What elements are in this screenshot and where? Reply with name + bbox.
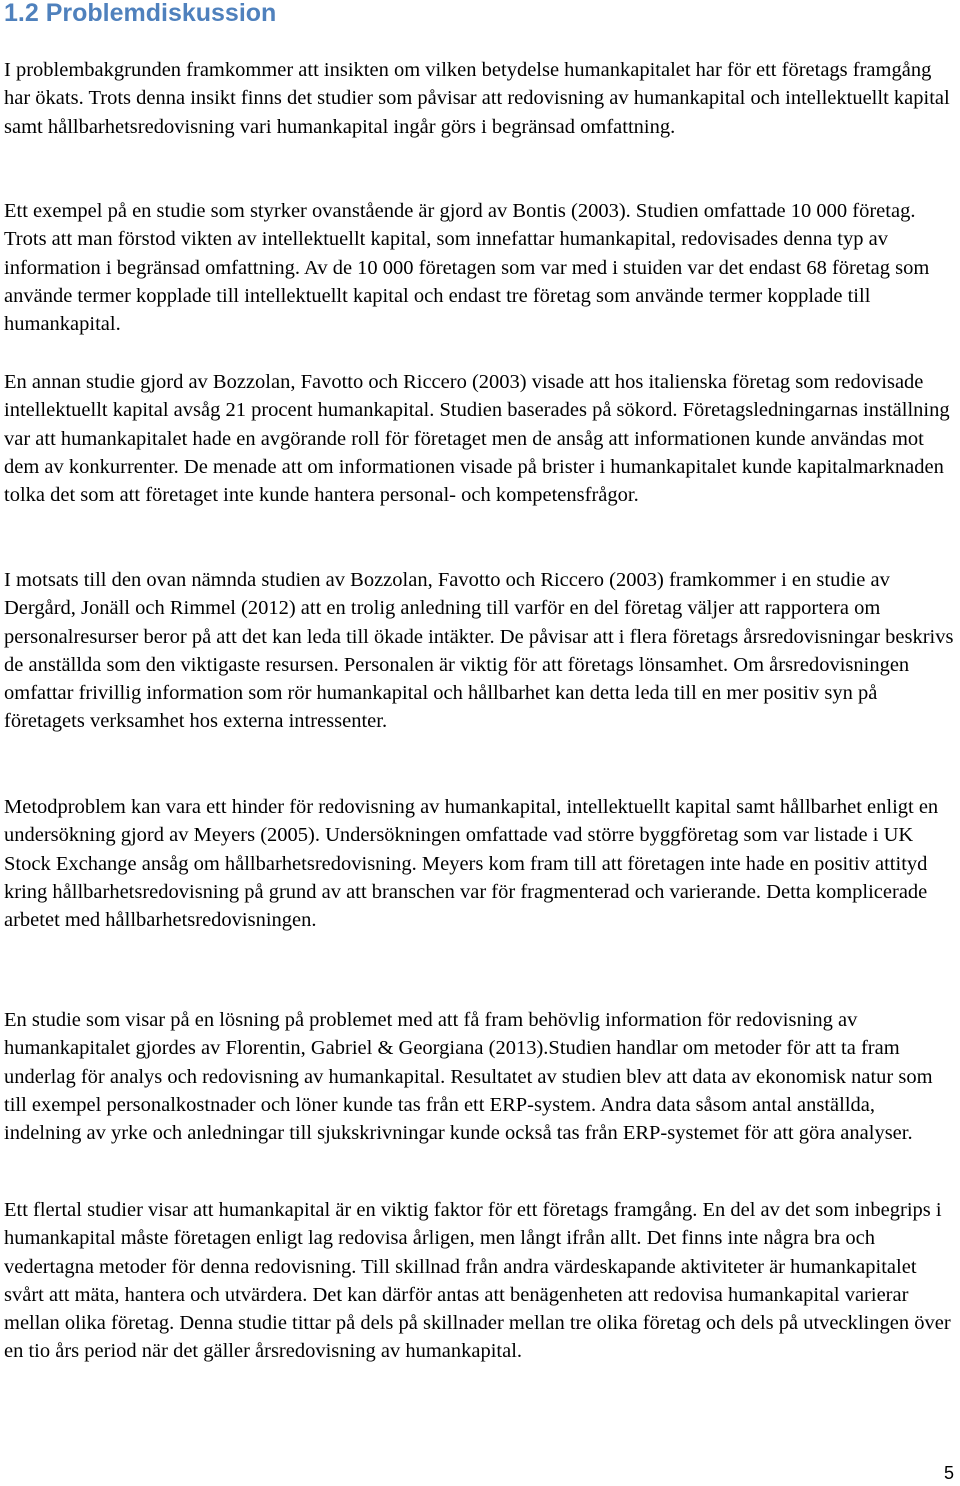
page-number: 5 [943, 1463, 954, 1483]
paragraph-bontis-study: Ett exempel på en studie som styrker ovanstående är gjord av Bontis (2003). Studien omfattade 10 000 företag. Trots att man förstod vikten av intellektuellt kapital, som innefattar humankapital, redovisades denna typ av information i begränsad omfattning. Av de 10 000 företagen som var med i stuiden var det endast 68 företag som använde termer kopplade till intellektuellt kapital och endast tre företag som använde termer kopplade till humankapital. [4, 200, 930, 336]
paragraph-problem-background: I problembakgrunden framkommer att insikten om vilken betydelse humankapitalet har för ett företags framgång har ökats. Trots denna insikt finns det studier som påvisar att redovisning av humankapital och intellektuellt kapital samt hållbarhetsredovisning vari humankapital ingår görs i begränsad omfattning. [4, 59, 950, 138]
paragraph-conclusion: Ett flertal studier visar att humankapital är en viktig faktor för ett företags framgång. En del av det som inbegrips i humankapital måste företagen enligt lag redovisa årligen, men långt ifrån allt. Det finns inte några bra och vedertagna metoder för denna redovisning. Till skillnad från andra värdeskapande aktiviteter är humankapitalet svårt att mäta, hantera och utvärdera. Det kan därför antas att benägenheten att redovisa humankapital varierar mellan olika företag. Denna studie tittar på dels på skillnader mellan tre olika företag och dels på utvecklingen över en tio års period när det gäller årsredovisning av humankapital. [4, 1199, 951, 1363]
paragraph-dergard-study: I motsats till den ovan nämnda studien av Bozzolan, Favotto och Riccero (2003) framkommer i en studie av Dergård, Jonäll och Rimmel (2012) att en trolig anledning till varför en del företag väljer att rapportera om personalresurser beror på att det kan leda till ökade intäkter. De påvisar att i flera företags årsredovisningar beskrivs de anställda som den viktigaste resursen. Personalen är viktig för att företags lönsamhet. Om årsredovisningen omfattar frivillig information som rör humankapital och hållbarhet kan detta leda till en mer positiv syn på företagets verksamhet hos externa intressenter. [4, 569, 954, 733]
section-heading: 1.2 Problemdiskussion [4, 0, 277, 27]
paragraph-meyers-study: Metodproblem kan vara ett hinder för redovisning av humankapital, intellektuellt kapital samt hållbarhet enligt en undersökning gjord av Meyers (2005). Undersökningen omfattade vad större byggföretag som var listade i UK Stock Exchange ansåg om hållbarhetsredovisning. Meyers kom fram till att företagen inte hade en positiv attityd kring hållbarhetsredovisning på grund av att branschen var för fragmenterad och varierande. Detta komplicerade arbetet med hållbarhetsredovisningen. [4, 796, 939, 932]
paragraph-bozzolan-study: En annan studie gjord av Bozzolan, Favotto och Riccero (2003) visade att hos italienska företag som redovisade intellektuellt kapital avsåg 21 procent humankapital. Studien baserades på sökord. Företagsledningarnas inställning var att humankapitalet hade en avgörande roll för företaget men de ansåg att informationen kunde användas mot dem av konkurrenter. De menade att om informationen visade på brister i humankapitalet kunde kapitalmarknaden tolka det som att företaget inte kunde hantera personal- och kompetensfrågor. [4, 371, 950, 507]
paragraph-florentin-study: En studie som visar på en lösning på problemet med att få fram behövlig information för redovisning av humankapitalet gjordes av Florentin, Gabriel & Georgiana (2013).Studien handlar om metoder för att ta fram underlag för analys och redovisning av humankapital. Resultatet av studien blev att data av ekonomisk natur som till exempel personalkostnader och löner kunde tas från ett ERP-system. Andra data såsom antal anställda, indelning av yrke och anledningar till sjukskrivningar kunde också tas från ERP-systemet för att göra analyser. [4, 1009, 933, 1145]
